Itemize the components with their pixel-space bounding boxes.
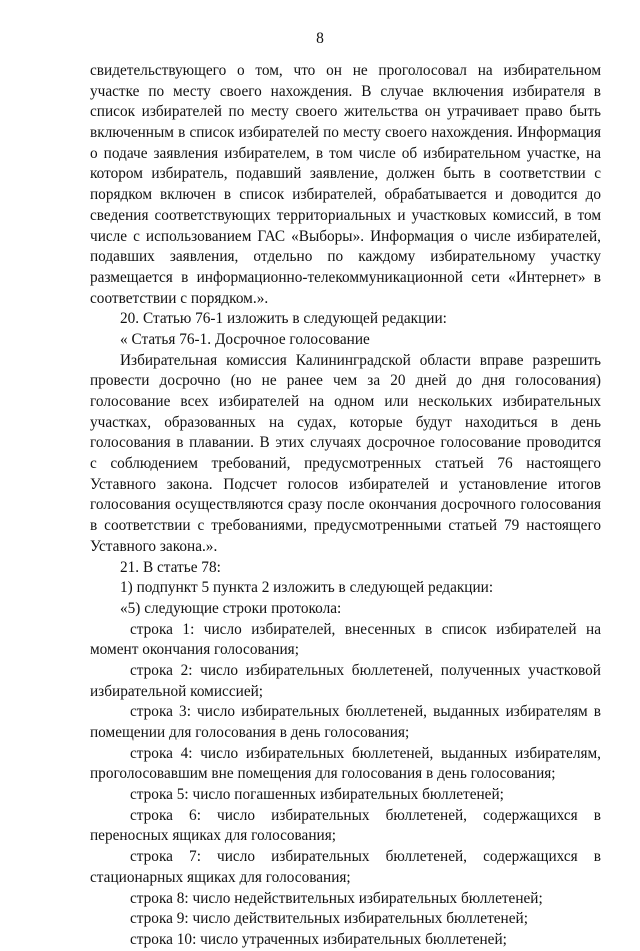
text-line: Избирательная комиссия Калининградской области вправе разрешить xyxy=(120,351,601,369)
text-line: Уставного закона.». xyxy=(90,537,218,555)
text-line: провести досрочно (но не ранее чем за 20 дней до дня голосования) xyxy=(90,372,601,390)
text-line: соответствии с порядком.». xyxy=(90,289,269,307)
text-line: числе с использованием ГАС «Выборы». Информация о числе избирателей, xyxy=(90,227,601,245)
text-line: строка 4: число избирательных бюллетеней, выданных избирателям, xyxy=(130,744,601,762)
text-line: свидетельствующего о том, что он не проголосовал на избирательном xyxy=(90,62,601,79)
text-line: включенным в список избирателей по месту своего нахождения. Информация xyxy=(90,124,601,142)
text-line: момент окончания голосования; xyxy=(90,641,299,659)
text-line: голосования в плавании. В этих случаях досрочное голосование проводится xyxy=(90,434,601,452)
text-line: размещается в информационно-телекоммуникационной сети «Интернет» в xyxy=(90,268,601,286)
text-line: Уставного закона. Подсчет голосов избирателей и установление итогов xyxy=(90,475,601,493)
text-line: сведения соответствующих территориальных и участковых комиссий, в том xyxy=(90,206,601,224)
text-line: строка 9: число действительных избирательных бюллетеней; xyxy=(130,910,528,928)
text-line: строка 7: число избирательных бюллетеней, содержащихся в xyxy=(130,848,601,866)
document-body xyxy=(90,61,601,951)
text-line: о подаче заявления избирателем, в том числе об избирательном участке, на xyxy=(90,144,601,162)
text-line: список избирателей по месту своего жительства он утрачивает право быть xyxy=(90,103,601,121)
text-line: строка 8: число недействительных избирательных бюллетеней; xyxy=(130,889,543,907)
text-line: переносных ящиках для голосования; xyxy=(90,827,337,845)
text-line: подавших заявления, отдельно по каждому избирательному участку xyxy=(90,248,601,266)
text-line: избирательной комиссией; xyxy=(90,682,264,700)
text-line: 21. В статье 78: xyxy=(120,558,221,576)
text-line: в соответствии с требованиями, предусмотренными статьей 79 настоящего xyxy=(90,517,601,535)
text-line: голосования осуществляются сразу после окончания досрочного голосования xyxy=(90,496,601,514)
text-line: порядком включен в список избирателей, обрабатывается и доводится до xyxy=(90,186,601,204)
text-line: проголосовавшим вне помещения для голосования в день голосования; xyxy=(90,765,556,783)
text-line: 20. Статью 76-1 изложить в следующей редакции: xyxy=(120,310,447,328)
page-number: 8 xyxy=(316,30,324,47)
text-line: участках, образованных на судах, которые будут находиться в день xyxy=(90,413,601,431)
text-line: с соблюдением требований, предусмотренных статьей 76 настоящего xyxy=(90,455,601,473)
text-line: голосование всех избирателей на одном или нескольких избирательных xyxy=(90,393,601,410)
text-line: строка 1: число избирателей, внесенных в список избирателей на xyxy=(130,620,601,638)
text-line: котором избиратель, подавший заявление, должен быть в соответствии с xyxy=(90,165,601,183)
text-line: «5) следующие строки протокола: xyxy=(120,599,342,617)
text-line: строка 10: число утраченных избирательных бюллетеней; xyxy=(130,930,507,948)
text-line: строка 5: число погашенных избирательных бюллетеней; xyxy=(130,786,504,804)
text-line: помещении для голосования в день голосования; xyxy=(90,724,410,741)
text-line: строка 6: число избирательных бюллетеней, содержащихся в xyxy=(130,806,601,824)
text-line: 1) подпункт 5 пункта 2 изложить в следующей редакции: xyxy=(120,579,494,597)
text-line: стационарных ящиках для голосования; xyxy=(90,868,351,886)
text-line: « Статья 76-1. Досрочное голосование xyxy=(120,330,370,348)
text-line: участке по месту своего нахождения. В случае включения избирателя в xyxy=(90,82,601,100)
text-line: строка 2: число избирательных бюллетеней, полученных участковой xyxy=(130,661,601,679)
text-line: строка 3: число избирательных бюллетеней, выданных избирателям в xyxy=(130,703,601,721)
